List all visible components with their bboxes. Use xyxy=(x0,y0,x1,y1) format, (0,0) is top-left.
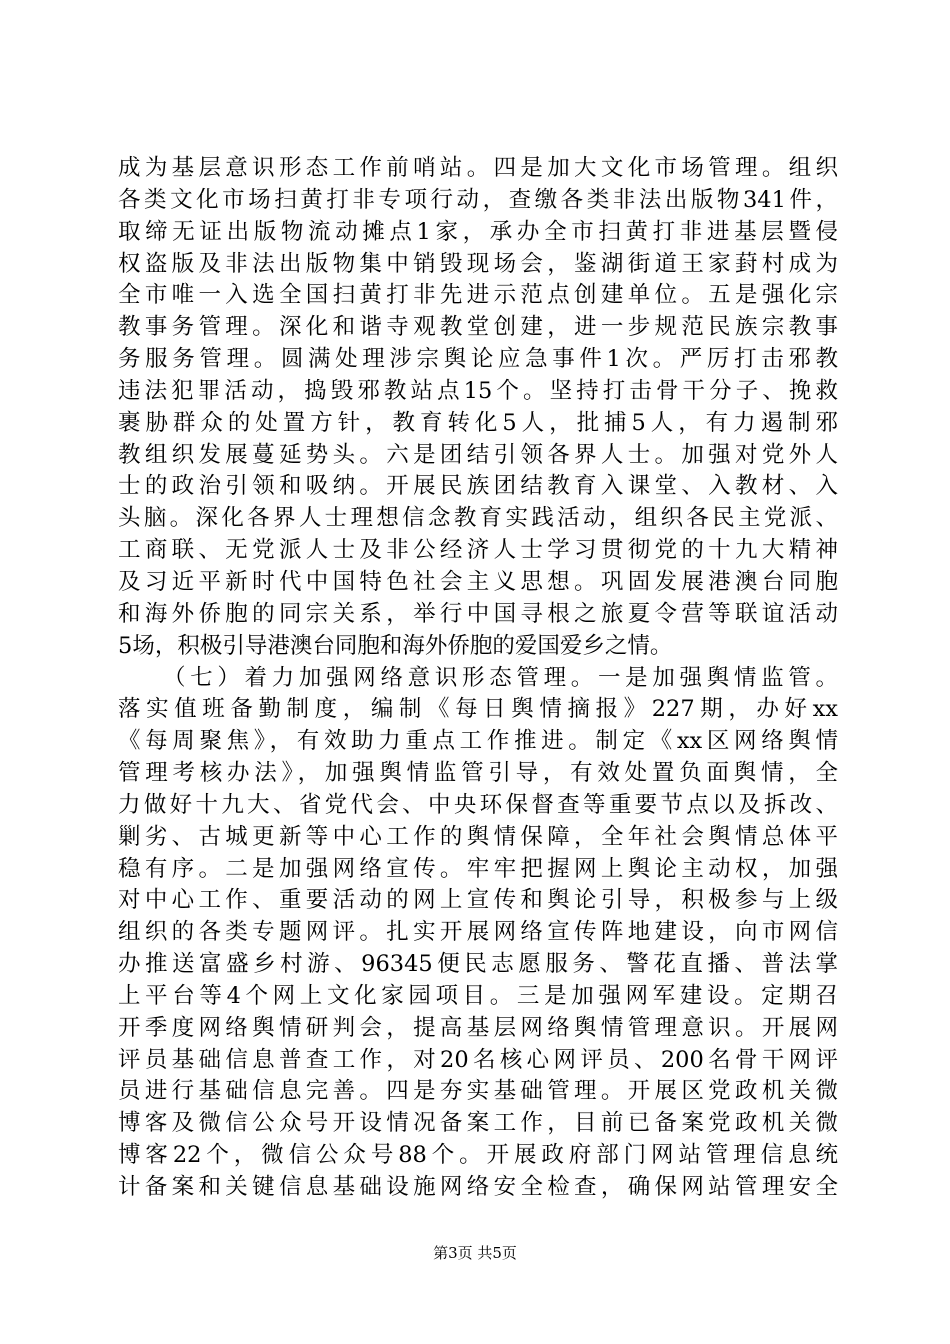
text-line: 全市唯一入选全国扫黄打非先进示范点创建单位。五是强化宗 xyxy=(118,282,838,309)
text-line: 各类文化市场扫黄打非专项行动，查缴各类非法出版物341件， xyxy=(118,186,838,213)
text-line: 办推送富盛乡村游、96345便民志愿服务、警花直播、普法掌 xyxy=(118,951,838,978)
text-line: 落实值班备勤制度，编制《每日舆情摘报》227期，办好xx xyxy=(118,696,838,723)
text-line: 士的政治引领和吸纳。开展民族团结教育入课堂、入教材、入 xyxy=(118,473,838,500)
text-line: 取缔无证出版物流动摊点1家，承办全市扫黄打非进基层暨侵 xyxy=(118,218,838,245)
text-line: 管理考核办法》，加强舆情监管引导，有效处置负面舆情，全 xyxy=(118,760,838,787)
text-line: 剿劣、古城更新等中心工作的舆情保障，全年社会舆情总体平 xyxy=(118,823,838,850)
text-line: 和海外侨胞的同宗关系，举行中国寻根之旅夏令营等联谊活动 xyxy=(118,600,838,627)
text-line: 裹胁群众的处置方针，教育转化5人，批捕5人，有力遏制邪 xyxy=(118,409,838,436)
text-line: 务服务管理。圆满处理涉宗舆论应急事件1次。严厉打击邪教 xyxy=(118,346,838,373)
text-line: 5场，积极引导港澳台同胞和海外侨胞的爱国爱乡之情。 xyxy=(118,632,673,659)
text-line: 及习近平新时代中国特色社会主义思想。巩固发展港澳台同胞 xyxy=(118,568,838,595)
text-line: 工商联、无党派人士及非公经济人士学习贯彻党的十九大精神 xyxy=(118,537,838,564)
text-line: 《每周聚焦》，有效助力重点工作推进。制定《xx区网络舆情 xyxy=(118,728,838,755)
text-line: 评员基础信息普查工作，对20名核心网评员、200名骨干网评 xyxy=(118,1046,838,1073)
text-line: 开季度网络舆情研判会，提高基层网络舆情管理意识。开展网 xyxy=(118,1014,838,1041)
text-line: 教组织发展蔓延势头。六是团结引领各界人士。加强对党外人 xyxy=(118,441,838,468)
text-line: 违法犯罪活动，捣毁邪教站点15个。坚持打击骨干分子、挽救 xyxy=(118,377,838,404)
text-line: 上平台等4个网上文化家园项目。三是加强网军建设。定期召 xyxy=(118,982,838,1009)
text-line: 成为基层意识形态工作前哨站。四是加大文化市场管理。组织 xyxy=(118,155,838,181)
text-line: 权盗版及非法出版物集中销毁现场会，鉴湖街道王家葑村成为 xyxy=(118,250,838,277)
text-line: 稳有序。二是加强网络宣传。牢牢把握网上舆论主动权，加强 xyxy=(118,855,838,882)
text-line: 教事务管理。深化和谐寺观教堂创建，进一步规范民族宗教事 xyxy=(118,314,838,341)
text-line: 博客22个，微信公众号88个。开展政府部门网站管理信息统 xyxy=(118,1142,838,1169)
text-line: 力做好十九大、省党代会、中央环保督查等重要节点以及拆改、 xyxy=(118,791,838,818)
text-line: 计备案和关键信息基础设施网络安全检查，确保网站管理安全 xyxy=(118,1174,838,1200)
text-line: 对中心工作、重要活动的网上宣传和舆论引导，积极参与上级 xyxy=(118,887,838,914)
text-line: 头脑。深化各界人士理想信念教育实践活动，组织各民主党派、 xyxy=(118,505,838,532)
text-line: 员进行基础信息完善。四是夯实基础管理。开展区党政机关微 xyxy=(118,1078,838,1105)
text-line: 博客及微信公众号开设情况备案工作，目前已备案党政机关微 xyxy=(118,1110,838,1137)
text-line: （七）着力加强网络意识形态管理。一是加强舆情监管。 xyxy=(163,664,838,691)
text-line: 组织的各类专题网评。扎实开展网络宣传阵地建设，向市网信 xyxy=(118,919,838,946)
page-footer: 第3页 共5页 xyxy=(433,1244,517,1262)
body-text xyxy=(118,153,838,1204)
